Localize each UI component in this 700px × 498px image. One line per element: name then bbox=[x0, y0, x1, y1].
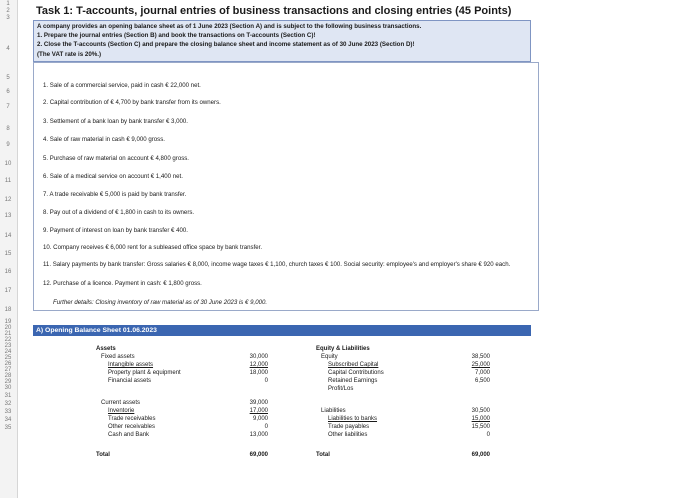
instruction-line: (The VAT rate is 20%.) bbox=[37, 50, 102, 58]
transaction-item: 5. Purchase of raw material on account € 4,800 gross. bbox=[43, 155, 189, 162]
row-number[interactable]: 23 bbox=[4, 343, 12, 349]
subscribed-capital-value[interactable]: 25,000 bbox=[471, 362, 490, 368]
transaction-item: 6. Sale of a medical service on account € 1,400 net. bbox=[43, 173, 183, 180]
inventorie-value[interactable]: 17,000 bbox=[249, 408, 268, 414]
capital-contributions-label: Capital Contributions bbox=[328, 370, 384, 376]
transaction-item: 4. Sale of raw material in cash € 9,000 gross. bbox=[43, 136, 165, 143]
transaction-item: 9. Payment of interest on loan by bank transfer € 400. bbox=[43, 227, 188, 234]
total-assets-value[interactable]: 69,000 bbox=[249, 452, 268, 458]
row-number[interactable]: 32 bbox=[4, 401, 12, 407]
row-number[interactable]: 2 bbox=[6, 8, 10, 14]
transaction-item: 3. Settlement of a bank loan by bank transfer € 3,000. bbox=[43, 118, 188, 125]
liabilities-to-banks-value[interactable]: 15,000 bbox=[471, 416, 490, 422]
financial-assets-label: Financial assets bbox=[108, 378, 152, 384]
retained-earnings-value[interactable]: 6,500 bbox=[474, 378, 490, 384]
cash-and-bank-label: Cash and Bank bbox=[108, 432, 150, 438]
fixed-assets-label: Fixed assets bbox=[101, 354, 135, 360]
transactions-box[interactable] bbox=[33, 62, 539, 311]
total-equity-liabilities-label: Total bbox=[316, 452, 330, 458]
equity-liabilities-heading: Equity & Liabilities bbox=[316, 346, 370, 352]
transaction-item: 2. Capital contribution of € 4,700 by bank transfer from its owners. bbox=[43, 99, 221, 106]
row-number[interactable]: 28 bbox=[4, 373, 12, 379]
further-details-note: Further details: Closing inventory of raw material as of 30 June 2023 is € 9,000. bbox=[53, 299, 268, 306]
row-number[interactable]: 10 bbox=[4, 161, 12, 167]
cash-and-bank-value[interactable]: 13,000 bbox=[249, 432, 268, 438]
row-number[interactable]: 7 bbox=[6, 104, 10, 110]
other-receivables-label: Other receivables bbox=[108, 424, 156, 430]
financial-assets-value[interactable]: 0 bbox=[264, 378, 268, 384]
trade-receivables-value[interactable]: 9,000 bbox=[252, 416, 268, 422]
row-number[interactable]: 12 bbox=[4, 197, 12, 203]
other-liabilities-label: Other liabilities bbox=[328, 432, 368, 438]
row-number[interactable]: 29 bbox=[4, 379, 12, 385]
row-number[interactable]: 16 bbox=[4, 269, 12, 275]
opening-balance-sheet-header[interactable]: A) Opening Balance Sheet 01.06.2023 bbox=[33, 325, 531, 336]
row-number[interactable]: 15 bbox=[4, 251, 12, 257]
row-number[interactable]: 25 bbox=[4, 355, 12, 361]
row-number[interactable]: 21 bbox=[4, 331, 12, 337]
ppe-label: Property plant & equipment bbox=[108, 370, 181, 376]
transaction-item: 10. Company receives € 6,000 rent for a subleased office space by bank transfer. bbox=[43, 244, 263, 251]
liabilities-value[interactable]: 30,500 bbox=[471, 408, 490, 414]
current-assets-label: Current assets bbox=[101, 400, 141, 406]
row-number-gutter bbox=[0, 0, 18, 498]
inventorie-label: Inventorie bbox=[108, 408, 135, 414]
row-number[interactable]: 31 bbox=[4, 393, 12, 399]
row-number[interactable]: 6 bbox=[6, 89, 10, 95]
row-number[interactable]: 9 bbox=[6, 142, 10, 148]
row-number[interactable]: 33 bbox=[4, 409, 12, 415]
trade-payables-value[interactable]: 15,500 bbox=[471, 424, 490, 430]
trade-payables-label: Trade payables bbox=[328, 424, 370, 430]
liabilities-to-banks-label: Liabilities to banks bbox=[328, 416, 378, 422]
current-assets-value[interactable]: 39,000 bbox=[249, 400, 268, 406]
row-number[interactable]: 14 bbox=[4, 233, 12, 239]
task-instructions-box[interactable] bbox=[33, 20, 531, 62]
trade-receivables-label: Trade receivables bbox=[108, 416, 156, 422]
profit-loss-label: Profit/Los bbox=[328, 386, 354, 392]
equity-label: Equity bbox=[321, 354, 338, 360]
row-number[interactable]: 26 bbox=[4, 361, 12, 367]
row-number[interactable]: 1 bbox=[6, 1, 10, 7]
row-number[interactable]: 27 bbox=[4, 367, 12, 373]
row-number[interactable]: 30 bbox=[4, 385, 12, 391]
transaction-item: 12. Purchase of a licence. Payment in cash: € 1,800 gross. bbox=[43, 280, 202, 287]
row-number[interactable]: 18 bbox=[4, 307, 12, 313]
row-number[interactable]: 35 bbox=[4, 425, 12, 431]
other-liabilities-value[interactable]: 0 bbox=[486, 432, 490, 438]
instruction-line: A company provides an opening balance sheet as of 1 June 2023 (Section A) and is subject to the following business transactions. bbox=[37, 23, 422, 30]
row-number[interactable]: 5 bbox=[6, 75, 10, 81]
equity-value[interactable]: 38,500 bbox=[471, 354, 490, 360]
row-number[interactable]: 3 bbox=[6, 15, 10, 21]
ppe-value[interactable]: 18,000 bbox=[249, 370, 268, 376]
transaction-item: 8. Pay out of a dividend of € 1,800 in cash to its owners. bbox=[43, 209, 195, 216]
row-number[interactable]: 20 bbox=[4, 325, 12, 331]
row-number[interactable]: 13 bbox=[4, 213, 12, 219]
instruction-line: 2. Close the T-accounts (Section C) and prepare the closing balance sheet and income statement as of 30 June 2023 (Section D)! bbox=[37, 41, 415, 49]
row-number[interactable]: 22 bbox=[4, 337, 12, 343]
intangible-assets-value[interactable]: 12,000 bbox=[249, 362, 268, 368]
instruction-line: 1. Prepare the journal entries (Section B) and book the transactions on T-accounts (Section C)! bbox=[37, 32, 316, 40]
row-number[interactable]: 34 bbox=[4, 417, 12, 423]
total-equity-liabilities-value[interactable]: 69,000 bbox=[471, 452, 490, 458]
other-receivables-value[interactable]: 0 bbox=[264, 424, 268, 430]
transaction-item: 1. Sale of a commercial service, paid in cash € 22,000 net. bbox=[43, 82, 201, 89]
total-assets-label: Total bbox=[96, 452, 110, 458]
liabilities-label: Liabilities bbox=[321, 408, 346, 414]
transaction-item: 7. A trade receivable € 5,000 is paid by bank transfer. bbox=[43, 191, 187, 198]
task-title[interactable]: Task 1: T-accounts, journal entries of business transactions and closing entries (45 Points) bbox=[36, 5, 512, 17]
fixed-assets-value[interactable]: 30,000 bbox=[249, 354, 268, 360]
transaction-item: 11. Salary payments by bank transfer: Gross salaries € 8,000, income wage taxes € 1,100, church taxes € 100. Social security: employee's and employer's share € 920 each. bbox=[43, 261, 511, 268]
row-number[interactable]: 24 bbox=[4, 349, 12, 355]
subscribed-capital-label: Subscribed Capital bbox=[328, 362, 379, 368]
row-number[interactable]: 17 bbox=[4, 288, 12, 294]
intangible-assets-label: Intangible assets bbox=[108, 362, 154, 368]
row-number[interactable]: 4 bbox=[6, 46, 10, 52]
row-number[interactable]: 8 bbox=[6, 126, 10, 132]
row-number[interactable]: 11 bbox=[4, 178, 12, 184]
retained-earnings-label: Retained Earnings bbox=[328, 378, 378, 384]
capital-contributions-value[interactable]: 7,000 bbox=[474, 370, 490, 376]
row-number[interactable]: 19 bbox=[4, 319, 12, 325]
assets-heading: Assets bbox=[96, 346, 116, 352]
